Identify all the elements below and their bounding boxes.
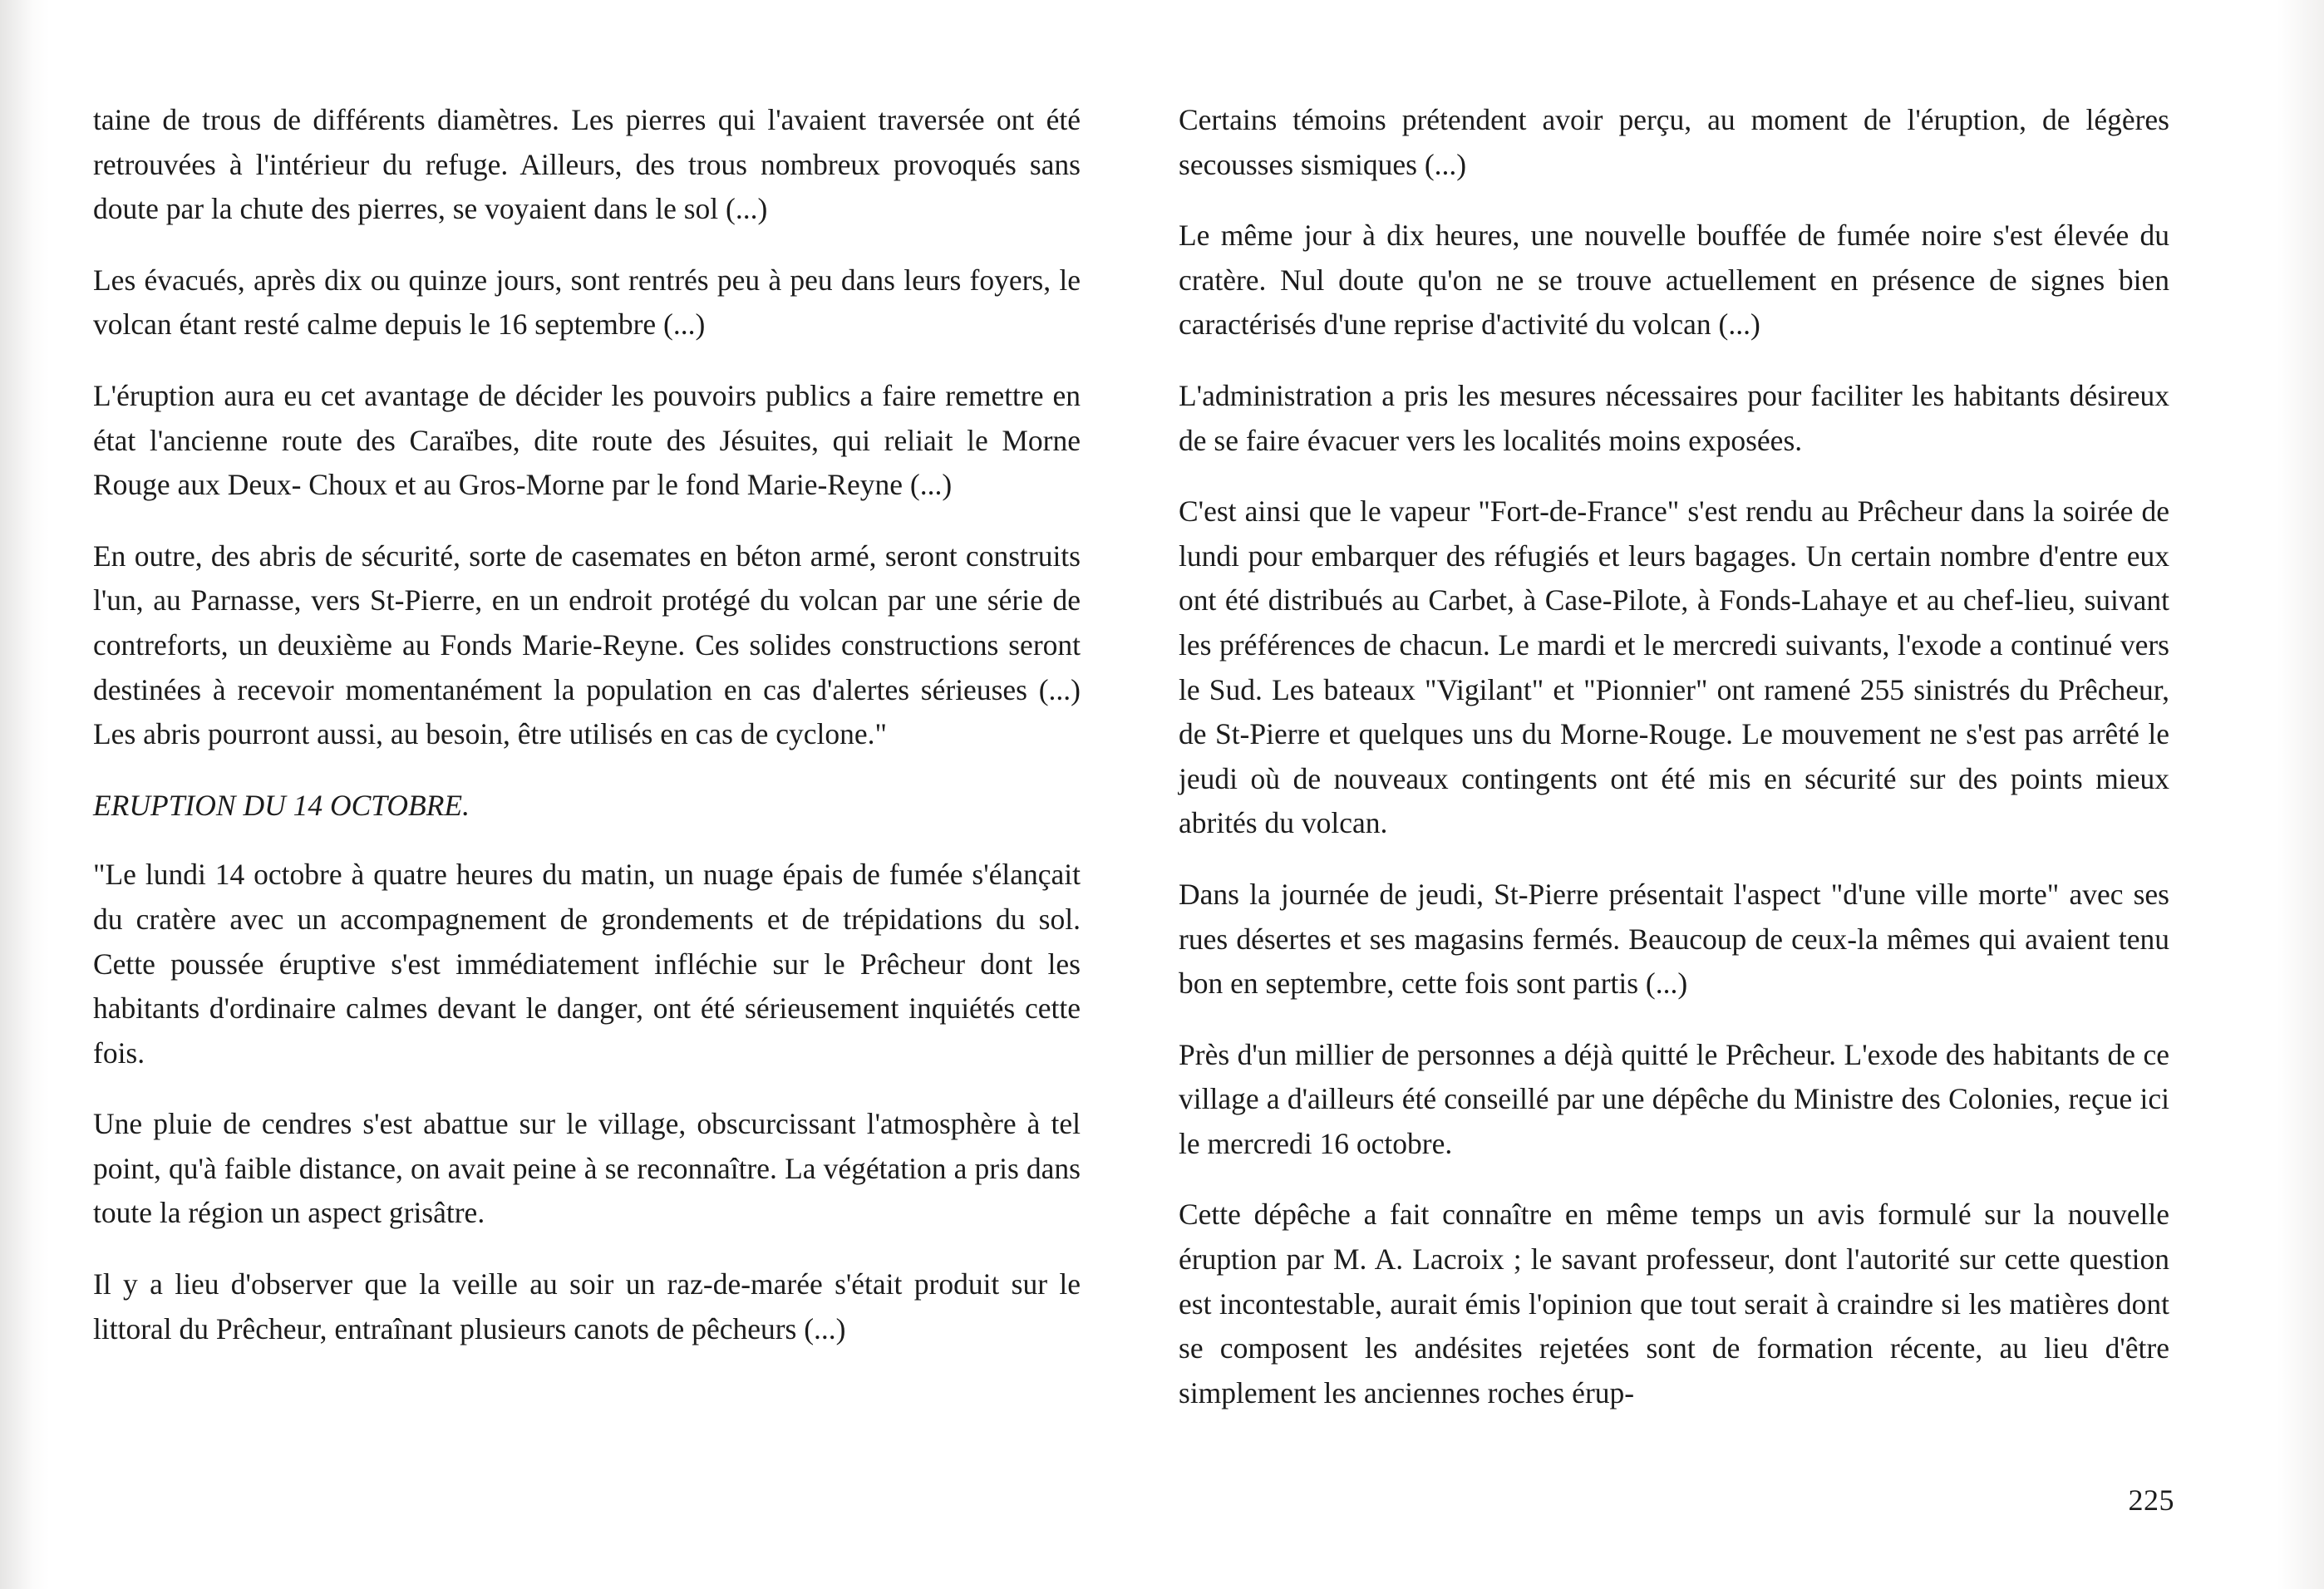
right-text-column <box>1179 98 2169 1442</box>
page-edge-shadow <box>0 0 33 1589</box>
paragraph: En outre, des abris de sécurité, sorte de casemates en béton armé, seront construits l'un, au Parnasse, vers St-Pierre, en un endroit protégé du volcan par une série de contreforts, un deuxième au Fonds Marie-Reyne. Ces solides constructions seront destinées à recevoir momentanément la population en cas d'alertes sérieuses (...) Les abris pourront aussi, au besoin, être utilisés en cas de cyclone." <box>93 539 1081 751</box>
paragraph: L'administration a pris les mesures nécessaires pour faciliter les habitants désireux de se faire évacuer vers les localités moins exposées. <box>1179 378 2169 457</box>
left-text-column <box>93 98 1081 1378</box>
paragraph: Certains témoins prétendent avoir perçu, au moment de l'éruption, de légères secousses sismiques (...) <box>1179 103 2169 181</box>
paragraph: Le même jour à dix heures, une nouvelle bouffée de fumée noire s'est élevée du cratère. Nul doute qu'on ne se trouve actuellement en présence de signes bien caractérisés d'une reprise d'activité du volcan (...) <box>1179 219 2169 342</box>
paragraph: taine de trous de différents diamètres. Les pierres qui l'avaient traversée ont été retrouvées à l'intérieur du refuge. Ailleurs, des trous nombreux provoqués sans doute par la chute des pierres, se voyaient dans le sol (...) <box>93 103 1081 226</box>
paragraph: Il y a lieu d'observer que la veille au soir un raz-de-marée s'était produit sur le littoral du Prêcheur, entraînant plusieurs canots de pêcheurs (...) <box>93 1267 1081 1345</box>
paragraph: Une pluie de cendres s'est abattue sur le village, obscurcissant l'atmosphère à tel point, qu'à faible distance, on avait peine à se reconnaître. La végétation a pris dans toute la région un aspect grisâtre. <box>93 1107 1081 1230</box>
paragraph: L'éruption aura eu cet avantage de décider les pouvoirs publics a faire remettre en état l'ancienne route des Caraïbes, dite route des Jésuites, qui reliait le Morne Rouge aux Deux- Choux et au Gros-Morne par le fond Marie-Reyne (...) <box>93 378 1081 502</box>
section-heading: ERUPTION DU 14 OCTOBRE. <box>93 788 470 822</box>
paragraph: Près d'un millier de personnes a déjà quitté le Prêcheur. L'exode des habitants de ce village a d'ailleurs été conseillé par une dépêche du Ministre des Colonies, reçue ici le mercredi 16 octobre. <box>1179 1037 2169 1160</box>
page-number: 225 <box>2128 1483 2174 1517</box>
paragraph: Les évacués, après dix ou quinze jours, sont rentrés peu à peu dans leurs foyers, le volcan étant resté calme depuis le 16 septembre (...) <box>93 263 1081 342</box>
paragraph: C'est ainsi que le vapeur "Fort-de-France" s'est rendu au Prêcheur dans la soirée de lundi pour embarquer des réfugiés et leurs bagages. Un certain nombre d'entre eux ont été distribués au Carbet, à Case-Pilote, à Fonds-Lahaye et au chef-lieu, suivant les préférences de chacun. Le mardi et le mercredi suivants, l'exode a continué vers le Sud. Les bateaux "Vigilant" et "Pionnier" ont ramené 255 sinistrés du Prêcheur, de St-Pierre et quelques uns du Morne-Rouge. Le mouvement ne s'est pas arrêté le jeudi où de nouveaux contingents ont été mis en sécurité sur des points mieux abrités du volcan. <box>1179 494 2169 840</box>
paragraph: Cette dépêche a fait connaître en même temps un avis formulé sur la nouvelle éruption par M. A. Lacroix ; le savant professeur, dont l'autorité sur cette question est incontestable, aurait émis l'opinion que tout serait à craindre si les matières dont se composent les andésites rejetées sont de formation récente, au lieu d'être simplement les anciennes roches érup- <box>1179 1198 2169 1409</box>
paragraph: "Le lundi 14 octobre à quatre heures du matin, un nuage épais de fumée s'élançait du cratère avec un accompagnement de grondements et de trépidations du sol. Cette poussée éruptive s'est immédiatement infléchie sur le Prêcheur dont les habitants d'ordinaire calmes devant le danger, ont été sérieusement inquiétés cette fois. <box>93 858 1081 1070</box>
paragraph: Dans la journée de jeudi, St-Pierre présentait l'aspect "d'une ville morte" avec ses rues désertes et ses magasins fermés. Beaucoup de ceux-la mêmes qui avaient tenu bon en septembre, cette fois sont partis (...) <box>1179 877 2169 1001</box>
